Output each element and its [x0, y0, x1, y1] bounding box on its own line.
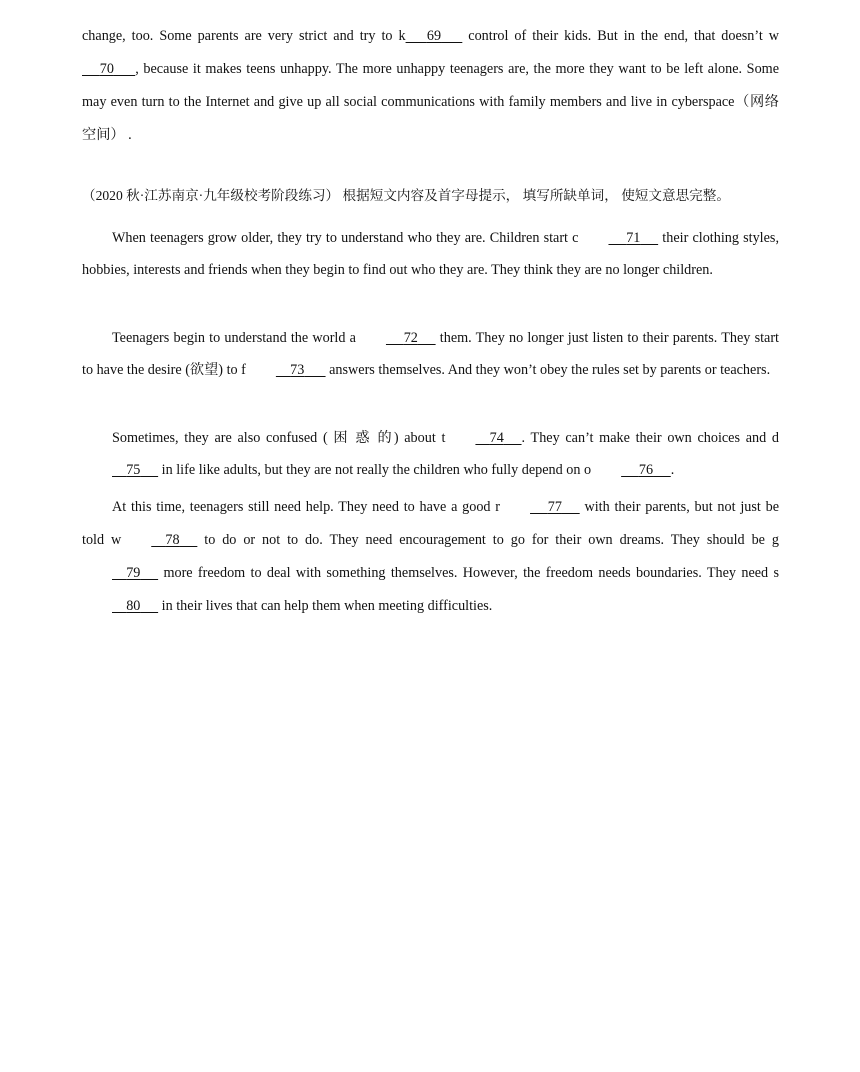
blank-number: 74 [489, 430, 504, 446]
text-segment: more freedom to deal with something themselves. However, the freedom needs boundaries. They need s [158, 565, 779, 581]
blank-number: 71 [626, 230, 641, 246]
blank-80 [82, 590, 158, 623]
passage-continuation [82, 20, 779, 152]
text-segment: At this time, teenagers still need help. They need to have a good r [112, 499, 501, 515]
blank-79 [82, 557, 158, 590]
text-segment: . [670, 462, 675, 478]
text-segment: , because it makes teens unhappy. The more unhappy teenagers are, the more they want to be left alone. Some may even turn to the Internet and give up all social communications with family members and live in cyberspace（网络空间） . [82, 61, 779, 143]
paragraph-2 [82, 322, 779, 386]
text-segment: answers themselves. And they won’t obey the rules set by parents or teachers. [325, 362, 771, 378]
blank-76 [591, 454, 671, 486]
blank-71 [578, 222, 658, 254]
blank-74 [445, 422, 521, 454]
text-segment: change, too. Some parents are very strict and try to k [82, 28, 406, 44]
text-segment: Sometimes, they are also confused ( 困 惑 的) about t [112, 430, 446, 446]
blank-77 [500, 491, 580, 524]
text-segment: Teenagers begin to understand the world a [112, 330, 356, 346]
blank-number: 73 [290, 362, 305, 378]
paragraph-1 [82, 222, 779, 286]
text-segment: to do or not to do. They need encouragement to go for their own dreams. They should be g [197, 532, 779, 548]
blank-73 [246, 354, 326, 386]
blank-number: 76 [638, 462, 654, 478]
text-segment: their clothing styles, hobbies, interests and friends when they begin to find out who they are. They think they are no longer children. [82, 230, 779, 278]
text-segment: When teenagers grow older, they try to understand who they are. Children start c [112, 230, 579, 246]
blank-number: 72 [403, 330, 418, 346]
text-segment: in their lives that can help them when meeting difficulties. [158, 598, 493, 614]
blank-number: 77 [547, 499, 562, 515]
text-segment: in life like adults, but they are not really the children who fully depend on o [158, 462, 592, 478]
paragraph-4 [82, 491, 779, 623]
blank-72 [356, 322, 436, 354]
exercise-header [82, 185, 779, 207]
blank-number: 70 [99, 61, 114, 77]
paragraph-3 [82, 422, 779, 486]
blank-number: 78 [165, 532, 180, 548]
blank-69 [406, 20, 463, 53]
blank-number: 69 [426, 28, 442, 44]
blank-number: 80 [126, 598, 141, 614]
text-segment: control of their kids. But in the end, that doesn’t w [462, 28, 779, 44]
text-segment: them. They no longer just listen to their parents. They start to have the desire (欲望) to f [82, 330, 779, 378]
text-segment: with their parents, but not just be told w [82, 499, 779, 548]
blank-number: 79 [126, 565, 141, 581]
header-text: （2020 秋·江苏南京·九年级校考阶段练习） 根据短文内容及首字母提示， 填写所缺单词， 使短文意思完整。 [82, 188, 730, 203]
text-segment: . They can’t make their own choices and d [521, 430, 779, 446]
blank-78 [121, 524, 197, 557]
blank-number: 75 [126, 462, 141, 478]
blank-75 [82, 454, 158, 486]
blank-70 [82, 53, 135, 86]
